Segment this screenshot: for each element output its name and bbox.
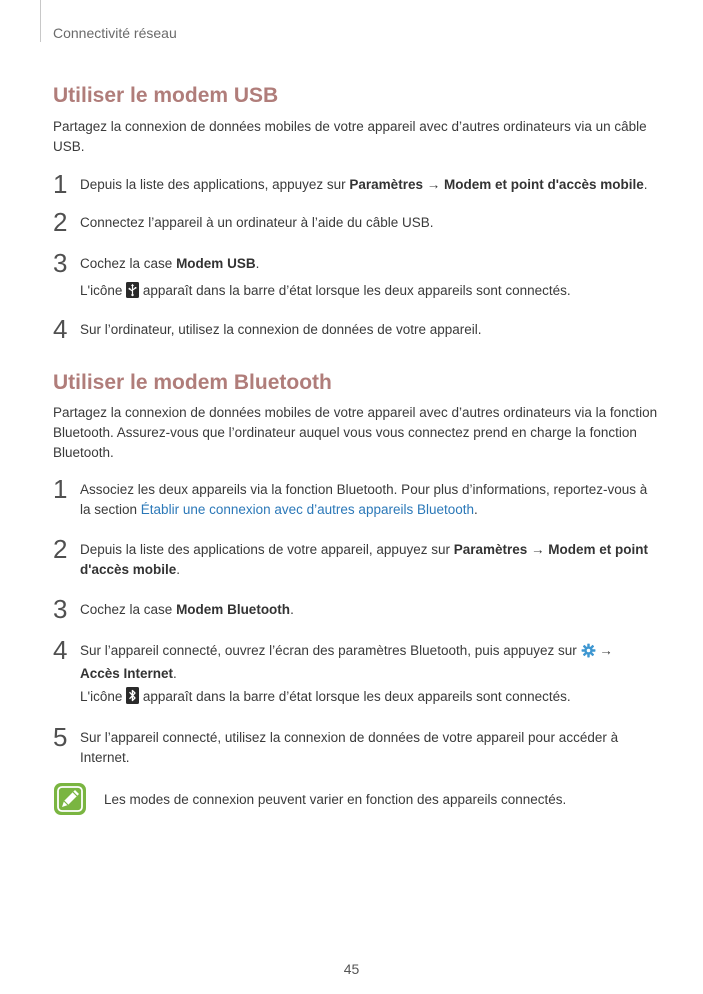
step-number: 3 bbox=[53, 248, 68, 278]
option-acces-internet: Accès Internet bbox=[80, 666, 174, 681]
arrow: → bbox=[422, 177, 444, 192]
usb-tethering-icon bbox=[126, 282, 139, 304]
text-run: Depuis la liste des applications de votre appareil, appuyez sur bbox=[80, 542, 454, 557]
step-number: 1 bbox=[53, 474, 68, 504]
step-text: Sur l’appareil connecté, utilisez la connexion de données de votre appareil pour accéder à Internet. bbox=[80, 730, 619, 765]
step-number: 4 bbox=[53, 635, 68, 665]
section-title-bluetooth: Utiliser le modem Bluetooth bbox=[53, 371, 332, 394]
usb-step-3-note bbox=[80, 281, 650, 304]
text-run: Cochez la case bbox=[80, 256, 177, 271]
text-run: Associez les deux appareils via la fonction Bluetooth. Pour plus d’informations, reportez-vous à la section bbox=[80, 482, 648, 517]
text-run: . bbox=[474, 502, 478, 517]
menu-label-modem-point-acces: Modem et point d'accès mobile bbox=[443, 177, 644, 192]
text-run: Depuis la liste des applications, appuyez sur bbox=[80, 177, 350, 192]
step-text bbox=[80, 175, 655, 195]
step-number: 3 bbox=[53, 594, 68, 624]
step-number: 4 bbox=[53, 314, 68, 344]
step-number: 2 bbox=[53, 207, 68, 237]
text-run: apparaît dans la barre d’état lorsque les deux appareils sont connectés. bbox=[139, 689, 571, 704]
text-run: . bbox=[173, 666, 177, 681]
text-run: . bbox=[290, 602, 294, 617]
step-text bbox=[80, 641, 655, 684]
text-run: . bbox=[643, 177, 648, 192]
bluetooth-connection-link[interactable]: Établir une connexion avec d’autres appareils Bluetooth bbox=[140, 502, 475, 517]
text-run: L'icône bbox=[80, 283, 127, 298]
text-run: L'icône bbox=[80, 689, 127, 704]
option-modem-bluetooth: Modem Bluetooth bbox=[176, 602, 291, 617]
section-title-usb: Utiliser le modem USB bbox=[53, 84, 279, 107]
arrow: → bbox=[595, 643, 613, 658]
step-text: Sur l’ordinateur, utilisez la connexion de données de votre appareil. bbox=[80, 322, 482, 337]
step-number: 5 bbox=[53, 722, 68, 752]
text-run: apparaît dans la barre d’état lorsque les deux appareils sont connectés. bbox=[139, 283, 571, 298]
step-text bbox=[80, 480, 655, 520]
step-text bbox=[80, 540, 655, 580]
menu-label-parametres: Paramètres bbox=[349, 177, 423, 192]
gear-icon bbox=[581, 643, 596, 664]
step-text bbox=[80, 600, 655, 620]
step-text bbox=[80, 254, 655, 274]
option-modem-usb: Modem USB bbox=[176, 256, 256, 271]
bt-step-4-note bbox=[80, 687, 650, 710]
step-number: 1 bbox=[53, 169, 68, 199]
menu-label-modem-point-acces: Modem et point d'accès mobile bbox=[80, 542, 649, 577]
intro-usb: Partagez la connexion de données mobiles de votre appareil avec d’autres ordinateurs via un câble USB. bbox=[53, 119, 647, 154]
note-text: Les modes de connexion peuvent varier en fonction des appareils connectés. bbox=[104, 792, 567, 807]
running-head: Connectivité réseau bbox=[53, 25, 177, 41]
margin-rule bbox=[40, 0, 41, 42]
bluetooth-tethering-icon bbox=[126, 687, 139, 710]
page-number: 45 bbox=[343, 961, 360, 977]
text-run: Sur l’appareil connecté, ouvrez l’écran des paramètres Bluetooth, puis appuyez sur bbox=[80, 643, 581, 658]
note-pencil-icon bbox=[53, 782, 87, 816]
arrow: → bbox=[527, 542, 549, 557]
text-run: Cochez la case bbox=[80, 602, 177, 617]
step-text: Connectez l’appareil à un ordinateur à l’aide du câble USB. bbox=[80, 215, 434, 230]
step-number: 2 bbox=[53, 534, 68, 564]
intro-bluetooth: Partagez la connexion de données mobiles de votre appareil avec d’autres ordinateurs via la fonction Bluetooth. Assurez-vous que l’ordinateur auquel vous vous connectez prend en charge la fonction Bluetooth. bbox=[53, 405, 658, 460]
text-run: . bbox=[255, 256, 260, 271]
text-run: . bbox=[176, 562, 181, 577]
menu-label-parametres: Paramètres bbox=[453, 542, 528, 557]
